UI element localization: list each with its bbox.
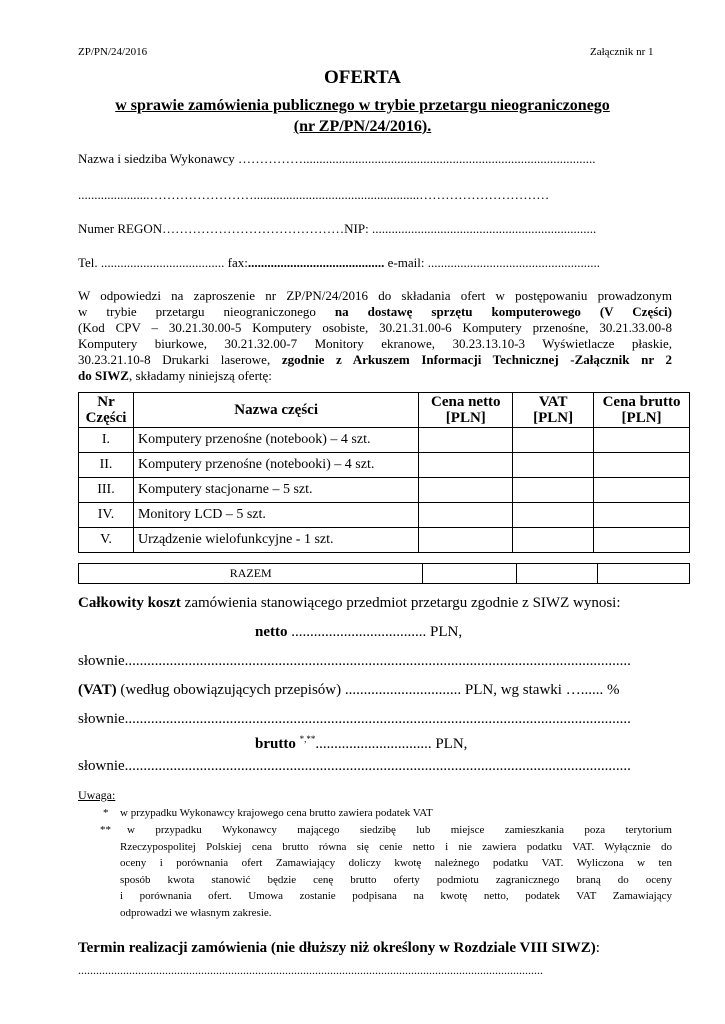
header-net-price-line2: [PLN] (445, 410, 486, 426)
header-vat-line2: [PLN] (533, 410, 574, 426)
row-net-price-cell[interactable] (419, 528, 513, 553)
slownie-netto-field[interactable]: słownie....................................................................................................................................... (78, 653, 631, 669)
total-cost-text: zamówienia stanowiącego przedmiot przetargu zgodnie z SIWZ wynosi: (180, 595, 621, 611)
table-row (79, 428, 690, 453)
slownie-vat-field[interactable]: słownie....................................................................................................................................... (78, 711, 631, 727)
contractor-name-field[interactable] (78, 151, 595, 167)
header-gross-price (594, 393, 690, 428)
row-vat-cell[interactable] (513, 528, 594, 553)
row-part-number: IV. (79, 503, 134, 528)
netto-field[interactable]: .................................... PLN, (287, 624, 463, 640)
row-part-name: Komputery przenośne (notebooki) – 4 szt. (133, 453, 418, 478)
row-gross-price-cell[interactable] (594, 478, 690, 503)
netto-label: netto (255, 624, 288, 640)
note-2-line-2: Rzeczypospolitej Polskiej cena brutto równa się cenie netto i nie zawiera podatku VAT. Wyłącznie do (120, 840, 672, 853)
nip-label: NIP: (344, 221, 369, 236)
row-part-name: Monitory LCD – 5 szt. (133, 503, 418, 528)
fax-field[interactable]: .......................................... (247, 255, 385, 270)
vat-label: (VAT) (78, 682, 117, 698)
email-field[interactable]: ..................................................... (427, 255, 600, 270)
contractor-address-field[interactable]: ......................……………………...................................................………………………… (78, 187, 550, 202)
row-vat-cell[interactable] (513, 478, 594, 503)
intro-line-4: Komputery biurkowe, 30.21.32.00-7 Monitory ekranowe, 30.23.13.10-3 Wyświetlacze płaskie, (78, 336, 672, 351)
total-label: RAZEM (79, 564, 423, 584)
header-part-number-line1: Nr (97, 394, 115, 410)
email-label: e-mail: (387, 255, 425, 270)
intro-line-5-text: 30.23.21.10-8 Drukarki laserowe, (78, 352, 282, 367)
brutto-label: brutto (255, 736, 296, 752)
contractor-name-label: Nazwa i siedziba Wykonawcy (78, 151, 235, 166)
header-vat (513, 393, 594, 428)
total-cost-statement (78, 595, 621, 612)
note-2-line-1: w przypadku Wykonawcy mającego siedzibę lub miejsce zamieszkania poza terytorium (127, 824, 672, 836)
intro-line-1: W odpowiedzi na zaproszenie nr ZP/PN/24/2016 do składania ofert w postępowaniu prowadzonym (78, 288, 672, 303)
nip-field[interactable]: ..................................................................... (371, 221, 597, 236)
note-2-line-6: odprowadzi we własnym zakresie. (120, 906, 272, 919)
deadline-colon: : (595, 940, 600, 956)
regon-field[interactable]: …………………………………… (162, 221, 345, 236)
contractor-name-dots: …………….......................................................................................... (237, 151, 596, 166)
deadline-line (78, 940, 600, 957)
header-gross-price-line1: Cena brutto (602, 394, 681, 410)
slownie-brutto-field[interactable]: słownie....................................................................................................................................... (78, 758, 631, 774)
header-net-price (419, 393, 513, 428)
vat-field[interactable]: (według obowiązujących przepisów) ............................... PLN, wg stawki …...... % (116, 682, 620, 698)
row-part-number: II. (79, 453, 134, 478)
price-table-header (79, 393, 690, 428)
row-vat-cell[interactable] (513, 428, 594, 453)
intro-line-6-bold: do SIWZ (78, 368, 129, 383)
notes-label: Uwaga: (78, 788, 116, 802)
intro-line-2-text: w trybie przetargu nieograniczonego (78, 304, 335, 319)
subtitle-line-2: (nr ZP/PN/24/2016). (293, 118, 432, 135)
row-gross-price-cell[interactable] (594, 528, 690, 553)
attachment-label: Załącznik nr 1 (590, 46, 654, 58)
table-row (79, 528, 690, 553)
deadline-field[interactable]: ........................................................................................................................................................... (78, 963, 543, 977)
table-row (79, 453, 690, 478)
header-part-name: Nazwa części (133, 393, 418, 428)
total-gross-cell[interactable] (598, 564, 690, 584)
row-gross-price-cell[interactable] (594, 428, 690, 453)
intro-line-5-bold: zgodnie z Arkuszem Informacji Technicznej -Załącznik nr 2 (281, 352, 672, 367)
header-net-price-line1: Cena netto (430, 394, 501, 410)
tel-label: Tel. (78, 255, 98, 270)
document-title: OFERTA (323, 67, 402, 88)
brutto-field[interactable]: ............................... PLN, (315, 736, 468, 752)
note-2-line-3: oceny i porównania ofert Zamawiający doliczy kwotę należnego podatku VAT. Wyliczona w ten (120, 857, 672, 869)
deadline-label: Termin realizacji zamówienia (nie dłuższy niż określony w Rozdziale VIII SIWZ) (78, 940, 596, 956)
brutto-footnote-marks: *,** (299, 734, 316, 744)
total-cost-bold: Całkowity koszt (78, 595, 181, 611)
intro-line-2-bold: na dostawę sprzętu komputerowego (V Części) (334, 304, 672, 319)
subtitle-line-1: w sprawie zamówienia publicznego w trybie przetargu nieograniczonego (115, 97, 610, 114)
header-gross-price-line2: [PLN] (621, 410, 662, 426)
row-net-price-cell[interactable] (419, 503, 513, 528)
row-vat-cell[interactable] (513, 453, 594, 478)
note-1-mark: * (103, 807, 109, 819)
row-part-number: V. (79, 528, 134, 553)
total-table (78, 563, 690, 584)
tel-field[interactable]: ...................................... (100, 255, 225, 270)
intro-line-2 (78, 304, 672, 320)
total-row (79, 564, 690, 584)
note-2-mark: ** (100, 824, 111, 836)
row-part-name: Urządzenie wielofunkcyjne - 1 szt. (133, 528, 418, 553)
header-part-number-line2: Części (85, 410, 127, 426)
price-table (78, 392, 690, 553)
regon-nip-line (78, 221, 596, 237)
vat-line (78, 682, 619, 699)
table-row (79, 503, 690, 528)
row-part-name: Komputery przenośne (notebook) – 4 szt. (133, 428, 418, 453)
contact-line (78, 255, 600, 271)
note-1-text: w przypadku Wykonawcy krajowego cena brutto zawiera podatek VAT (120, 807, 433, 819)
row-gross-price-cell[interactable] (594, 503, 690, 528)
row-part-number: III. (79, 478, 134, 503)
row-net-price-cell[interactable] (419, 478, 513, 503)
document-reference: ZP/PN/24/2016 (78, 46, 148, 58)
intro-line-6-text: , składamy niniejszą ofertę: (128, 368, 272, 383)
fax-label: fax: (227, 255, 248, 270)
row-net-price-cell[interactable] (419, 428, 513, 453)
row-gross-price-cell[interactable] (594, 453, 690, 478)
brutto-line (255, 734, 467, 753)
intro-line-6 (78, 368, 672, 384)
intro-line-5 (78, 352, 672, 368)
row-vat-cell[interactable] (513, 503, 594, 528)
total-vat-cell[interactable] (517, 564, 598, 584)
header-vat-line1: VAT (538, 394, 568, 410)
note-2-line-5: i porównania ofert. Umowa zostanie podpisana na kwotę netto, podatek VAT Zamawiający (120, 890, 672, 902)
regon-label: Numer REGON (78, 221, 163, 236)
note-2-line-4: sposób kwota stanowić będzie cenę brutto oferty podmiotu zagranicznego braną do oceny (120, 873, 672, 886)
row-net-price-cell[interactable] (419, 453, 513, 478)
netto-line (255, 624, 462, 641)
table-row (79, 478, 690, 503)
header-part-number (79, 393, 134, 428)
row-part-name: Komputery stacjonarne – 5 szt. (133, 478, 418, 503)
intro-line-3: (Kod CPV – 30.21.30.00-5 Komputery osobiste, 30.21.31.00-6 Komputery przenośne, 30.21.33.00-8 (78, 320, 672, 335)
total-net-cell[interactable] (423, 564, 517, 584)
row-part-number: I. (79, 428, 134, 453)
